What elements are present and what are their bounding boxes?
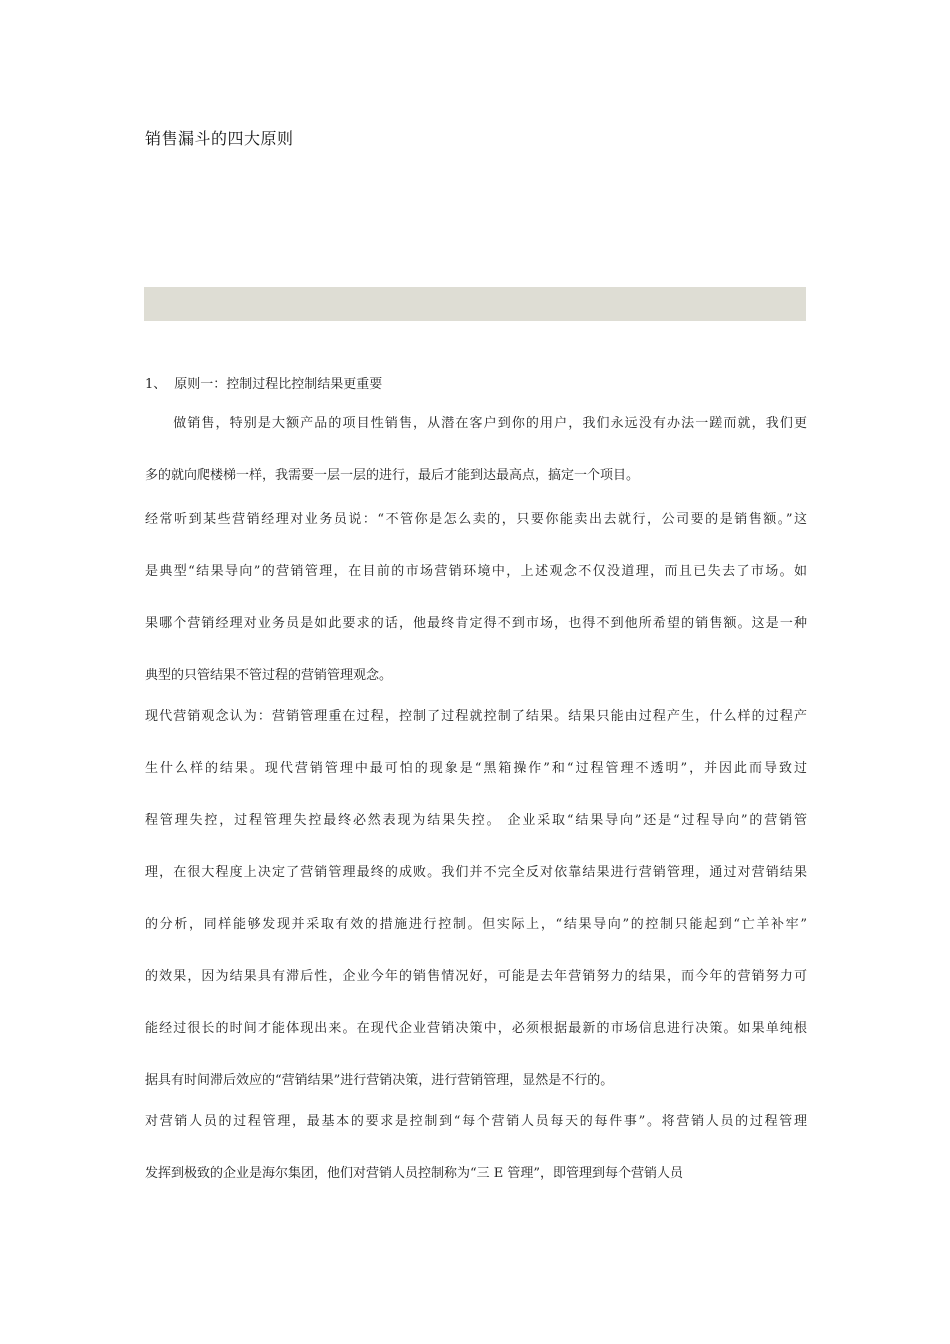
section-heading-text: 原则一：控制过程比控制结果更重要 — [174, 377, 383, 392]
paragraph-line: 多的就向爬楼梯一样，我需要一层一层的进行，最后才能到达最高点，搞定一个项目。 — [145, 468, 640, 483]
section-banner — [144, 287, 806, 321]
paragraph-line: 现代营销观念认为：营销管理重在过程，控制了过程就控制了结果。结果只能由过程产生，什么样的过程产 — [145, 709, 807, 724]
paragraph-3 — [145, 691, 807, 1107]
paragraph-line: 程管理失控，过程管理失控最终必然表现为结果失控。 企业采取“结果导向”还是“过程导向”的营销管 — [145, 813, 807, 828]
paragraph-line: 的效果，因为结果具有滞后性，企业今年的销售情况好，可能是去年营销努力的结果，而今年的营销努力可 — [145, 969, 807, 984]
paragraph-line: 能经过很长的时间才能体现出来。在现代企业营销决策中，必须根据最新的市场信息进行决策。如果单纯根 — [145, 1021, 807, 1036]
paragraph-line: 经常听到某些营销经理对业务员说：“不管你是怎么卖的，只要你能卖出去就行，公司要的是销售额。”这 — [145, 512, 807, 527]
page-title: 销售漏斗的四大原则 — [145, 129, 294, 148]
paragraph-1 — [145, 398, 807, 502]
paragraph-line: 发挥到极致的企业是海尔集团，他们对营销人员控制称为“三 E 管理”，即管理到每个营销人员 — [145, 1166, 684, 1181]
paragraph-line: 典型的只管结果不管过程的营销管理观念。 — [145, 668, 393, 683]
paragraph-line: 的分析，同样能够发现并采取有效的措施进行控制。但实际上，“结果导向”的控制只能起到“亡羊补牢” — [145, 917, 807, 932]
paragraph-4 — [145, 1096, 807, 1200]
paragraph-line: 据具有时间滞后效应的“营销结果”进行营销决策，进行营销管理，显然是不行的。 — [145, 1073, 614, 1088]
paragraph-2 — [145, 494, 807, 702]
paragraph-line: 理，在很大程度上决定了营销管理最终的成败。我们并不完全反对依靠结果进行营销管理，通过对营销结果 — [145, 865, 807, 880]
paragraph-line: 做销售，特别是大额产品的项目性销售，从潜在客户到你的用户，我们永远没有办法一蹉而就，我们更 — [145, 416, 807, 431]
section-heading — [145, 373, 382, 392]
paragraph-line: 是典型“结果导向”的营销管理，在目前的市场营销环境中，上述观念不仅没道理，而且已失去了市场。如 — [145, 564, 807, 579]
paragraph-line: 对营销人员的过程管理，最基本的要求是控制到“每个营销人员每天的每件事”。将营销人员的过程管理 — [145, 1114, 807, 1129]
paragraph-line: 生什么样的结果。现代营销管理中最可怕的现象是“黑箱操作”和“过程管理不透明”，并因此而导致过 — [145, 761, 807, 776]
paragraph-line: 果哪个营销经理对业务员是如此要求的话，他最终肯定得不到市场，也得不到他所希望的销售额。这是一种 — [145, 616, 807, 631]
section-number: 1、 — [145, 377, 167, 392]
